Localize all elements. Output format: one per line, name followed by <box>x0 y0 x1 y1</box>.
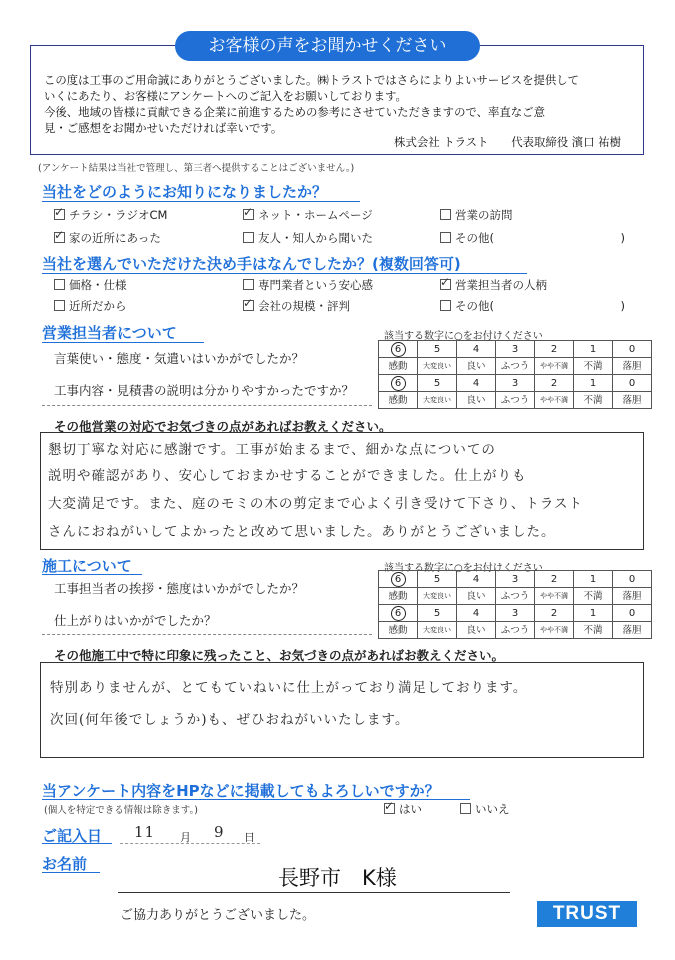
q2-option[interactable]: ✓ 営業担当者の人柄 <box>440 277 547 293</box>
rating-hint: 該当する数字に○をお付けください <box>384 563 543 574</box>
rating-label: ふつう <box>496 622 535 639</box>
checkbox[interactable] <box>384 803 395 814</box>
rating-label: 落胆 <box>613 358 652 375</box>
construction-question: 仕上がりはいかがでしたか？ <box>54 613 217 628</box>
rating-label: 不満 <box>574 358 613 375</box>
rating-label: ふつう <box>496 588 535 605</box>
q2-option[interactable]: 価格・仕様 <box>54 277 127 293</box>
rating-label: 良い <box>457 392 496 409</box>
thanks-text: ご協力ありがとうございました。 <box>120 908 316 923</box>
checkbox[interactable] <box>243 209 254 220</box>
handwritten-line: 特別ありませんが、とてもていねいに仕上がっており満足しております。 <box>50 680 528 696</box>
rating-label: 感動 <box>379 622 418 639</box>
selected-circle: 6 <box>391 376 406 391</box>
construction-divider <box>42 634 372 635</box>
rating-label: 良い <box>457 622 496 639</box>
selected-circle: 6 <box>391 606 406 621</box>
publish-yes-option[interactable]: ✓ はい <box>384 801 422 817</box>
checkbox[interactable] <box>440 300 451 311</box>
q2-option[interactable]: ✓ 会社の規模・評判 <box>243 298 350 314</box>
q1-title: 当社をどのようにお知りになりましたか？ <box>42 183 328 201</box>
date-label: ご記入日 <box>42 827 103 845</box>
q2-title: 当社を選んでいただけた決め手はなんでしたか？(複数回答可) <box>42 255 461 273</box>
rating-number[interactable]: 3 <box>496 605 535 622</box>
rating-number[interactable]: 3 <box>496 341 535 358</box>
name-label: お名前 <box>42 855 88 873</box>
sales-comment-prompt: その他営業の対応でお気づきの点があればお教えください。 <box>54 419 392 434</box>
handwritten-line: 次回(何年後でしょうか)も、ぜひおねがいいたします。 <box>50 712 410 728</box>
rating-number[interactable]: 0 <box>613 341 652 358</box>
handwritten-line: 大変満足です。また、庭のモミの木の剪定まで心よく引き受けて下さり、トラスト <box>48 496 584 512</box>
rating-label: 大変良い <box>418 622 457 639</box>
rating-number[interactable]: 0 <box>613 375 652 392</box>
name-label-underline <box>42 872 100 873</box>
rating-number[interactable]: 4 <box>457 571 496 588</box>
checkbox[interactable] <box>243 232 254 243</box>
q2-option[interactable]: その他( ) <box>440 298 625 314</box>
rating-label: 良い <box>457 588 496 605</box>
construction-underline <box>42 574 142 575</box>
rating-label: 大変良い <box>418 392 457 409</box>
checkbox[interactable] <box>243 279 254 290</box>
handwritten-line: 説明や確認があり、安心しておまかせすることができました。仕上がりも <box>48 468 527 484</box>
rating-label: 落胆 <box>613 392 652 409</box>
name-field-line <box>118 892 510 893</box>
sales-underline <box>42 342 204 343</box>
rating-scale[interactable] <box>378 570 652 605</box>
rating-number[interactable]: 1 <box>574 571 613 588</box>
date-month-value[interactable]: 11 <box>134 823 156 841</box>
rating-label: 大変良い <box>418 588 457 605</box>
checkbox[interactable] <box>54 232 65 243</box>
handwritten-line: さんにおねがいしてよかったと改めて思いました。ありがとうございました。 <box>48 524 556 540</box>
checkbox[interactable] <box>54 300 65 311</box>
intro-line: 今後、地域の皆様に貢献できる企業に前進するための参考にさせていただきますので、率直なご意 <box>44 105 545 119</box>
rating-number[interactable]: 0 <box>613 605 652 622</box>
rating-label: やや不満 <box>535 392 574 409</box>
q1-underline <box>42 201 360 202</box>
rating-number[interactable]: 2 <box>535 571 574 588</box>
intro-line: この度は工事のご用命誠にありがとうございました。㈱トラストではさらによりよいサービスを提供して <box>44 73 580 87</box>
sales-question: 言葉使い・態度・気遣いはいかがでしたか？ <box>54 351 305 366</box>
intro-text <box>44 72 634 136</box>
publish-note: (個人を特定できる情報は除きます。) <box>44 805 198 816</box>
checkbox[interactable] <box>460 803 471 814</box>
rating-label: 良い <box>457 358 496 375</box>
q1-option[interactable]: その他( ) <box>440 230 625 246</box>
rating-label: やや不満 <box>535 358 574 375</box>
date-day-value[interactable]: 9 <box>214 823 225 841</box>
disclaimer: (アンケート結果は当社で管理し、第三者へ提供することはございません。) <box>38 163 355 174</box>
date-day-unit: 日 <box>244 831 255 844</box>
rating-number[interactable]: 4 <box>457 375 496 392</box>
rating-scale[interactable] <box>378 374 652 409</box>
checkbox[interactable] <box>54 279 65 290</box>
rating-label: 不満 <box>574 622 613 639</box>
rating-scale[interactable] <box>378 340 652 375</box>
sales-question: 工事内容・見積書の説明は分かりやすかったですか？ <box>54 383 355 398</box>
rating-label: 不満 <box>574 392 613 409</box>
publish-no-option[interactable]: いいえ <box>460 801 510 817</box>
intro-line: 見・ご感想をお聞かせいただければ幸いです。 <box>44 121 283 135</box>
rating-number[interactable]: 4 <box>457 341 496 358</box>
rating-number[interactable]: 5 <box>418 605 457 622</box>
rating-scale[interactable] <box>378 604 652 639</box>
trust-logo: TRUST <box>537 901 637 927</box>
selected-circle: 6 <box>391 572 406 587</box>
q1-option[interactable]: ✓ ネット・ホームページ <box>243 207 373 223</box>
rating-number[interactable]: 1 <box>574 605 613 622</box>
rating-number[interactable]: 1 <box>574 375 613 392</box>
rating-label: 不満 <box>574 588 613 605</box>
rating-label: 感動 <box>379 358 418 375</box>
sales-section-title: 営業担当者について <box>42 324 177 342</box>
sales-divider <box>42 405 372 406</box>
rating-number[interactable]: 0 <box>613 571 652 588</box>
q1-option[interactable]: ✓チラシ・ラジオCM <box>54 207 167 223</box>
rating-number[interactable]: 5 <box>418 571 457 588</box>
q2-underline <box>42 273 527 274</box>
checkbox[interactable] <box>440 232 451 243</box>
q2-option[interactable]: 専門業者という安心感 <box>243 277 373 293</box>
rating-label: 感動 <box>379 392 418 409</box>
q1-option[interactable]: ✓家の近所にあった <box>54 230 161 246</box>
q1-option[interactable]: 営業の訪問 <box>440 207 513 223</box>
rating-number[interactable] <box>379 605 418 622</box>
construction-comment-prompt: その他施工中で特に印象に残ったこと、お気づきの点があればお教えください。 <box>54 648 505 663</box>
rating-hint: 該当する数字に○をお付けください <box>384 331 543 342</box>
rating-number[interactable]: 3 <box>496 571 535 588</box>
rating-label: 感動 <box>379 588 418 605</box>
selected-circle: 6 <box>391 342 406 357</box>
rating-number[interactable]: 2 <box>535 375 574 392</box>
checkbox[interactable] <box>440 209 451 220</box>
rating-label: 落胆 <box>613 622 652 639</box>
handwritten-line: 懇切丁寧な対応に感謝です。工事が始まるまで、細かな点についての <box>48 442 496 458</box>
rating-number[interactable] <box>379 571 418 588</box>
checkbox[interactable] <box>243 300 254 311</box>
checkbox[interactable] <box>440 279 451 290</box>
rating-number[interactable]: 5 <box>418 375 457 392</box>
rating-number[interactable]: 1 <box>574 341 613 358</box>
rating-label: ふつう <box>496 392 535 409</box>
q2-option[interactable]: 近所だから <box>54 298 127 314</box>
checkbox[interactable] <box>54 209 65 220</box>
construction-question: 工事担当者の挨拶・態度はいかがでしたか？ <box>54 581 305 596</box>
rating-number[interactable]: 2 <box>535 341 574 358</box>
name-value[interactable]: 長野市 K様 <box>278 866 397 890</box>
construction-section-title: 施工について <box>42 557 132 575</box>
rating-label: やや不満 <box>535 622 574 639</box>
rating-label: やや不満 <box>535 588 574 605</box>
rating-label: 落胆 <box>613 588 652 605</box>
signature: 株式会社 トラスト 代表取締役 濱口 祐樹 <box>394 135 621 149</box>
publish-underline <box>42 799 470 800</box>
rating-number[interactable]: 4 <box>457 605 496 622</box>
rating-number[interactable] <box>379 341 418 358</box>
date-label-underline <box>42 843 112 844</box>
page-title: お客様の声をお聞かせください <box>175 31 480 61</box>
publish-question: 当アンケート内容をHPなどに掲載してもよろしいですか？ <box>42 782 440 800</box>
rating-label: ふつう <box>496 358 535 375</box>
rating-number[interactable] <box>379 375 418 392</box>
rating-number[interactable]: 5 <box>418 341 457 358</box>
q1-option[interactable]: 友人・知人から聞いた <box>243 230 373 246</box>
intro-line: いくにあたり、お客様にアンケートへのご記入をお願いしております。 <box>44 89 407 103</box>
rating-label: 大変良い <box>418 358 457 375</box>
rating-number[interactable]: 2 <box>535 605 574 622</box>
rating-number[interactable]: 3 <box>496 375 535 392</box>
date-month-unit: 月 <box>180 831 191 844</box>
